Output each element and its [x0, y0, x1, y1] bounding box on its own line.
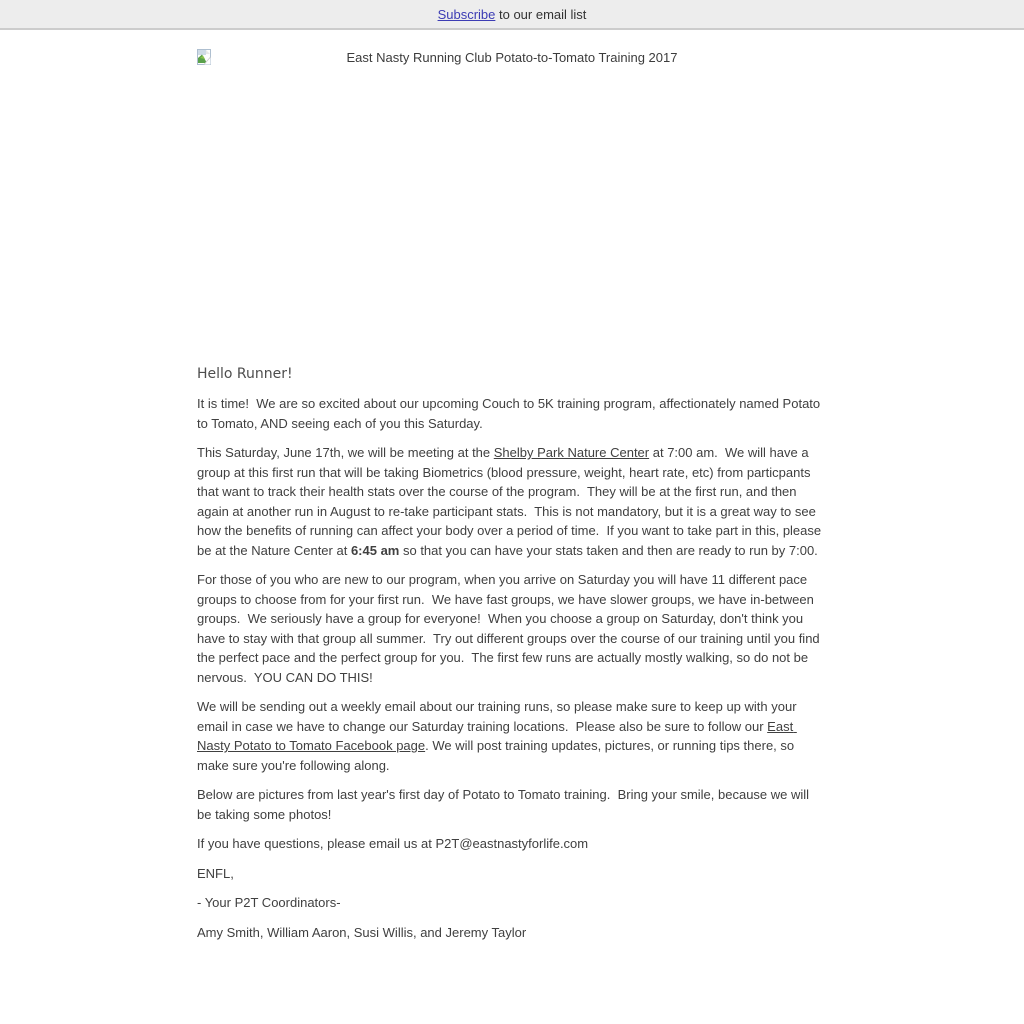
paragraph: Below are pictures from last year's first day of Potato to Tomato training. Bring your smile, because we will be taking some photos!	[197, 787, 813, 822]
subscribe-bar-suffix: to our email list	[495, 7, 587, 22]
paragraph: ENFL,	[197, 865, 234, 881]
paragraph: We will be sending out a weekly email about our training runs, so please make sure to keep up with your email in case we have to change our Saturday training locations. Please also be sure to follow our East Nasty Potato to Tomato Facebook page. We will post training updates, pictures, or running tips there, so make sure you're following along.	[197, 699, 801, 773]
email-body-column	[197, 48, 827, 942]
facebook-page-link[interactable]: East Nasty Potato to Tomato Facebook page	[197, 718, 797, 753]
bold-text: 6:45 am	[350, 542, 400, 558]
paragraph: This Saturday, June 17th, we will be meeting at the Shelby Park Nature Center at 7:00 am. We will have a group at this first run that will be taking Biometrics (blood pressure, weight, heart rate, etc) from particpants that want to track their health stats over the course of the program. They will be at the first run, and then again at another run in August to re-take participant stats. This is not mandatory, but it is a great way to see how the benefits of running can affect your body over a period of time. If you want to take part in this, please be at the Nature Center at 6:45 am so that you can have your stats taken and then are ready to run by 7:00.	[197, 445, 825, 558]
paragraph: - Your P2T Coordinators-	[197, 895, 341, 910]
subscribe-bar	[0, 0, 1024, 30]
greeting-heading: Hello Runner!	[197, 366, 293, 382]
hero-image-broken	[197, 48, 827, 348]
hero-image-alt-text: East Nasty Running Club Potato-to-Tomato Training 2017	[346, 50, 678, 65]
subscribe-bar-text	[438, 0, 587, 30]
paragraph: If you have questions, please email us at P2T@eastnastyforlife.com	[197, 836, 589, 851]
paragraph: Amy Smith, William Aaron, Susi Willis, and Jeremy Taylor	[197, 924, 527, 940]
shelby-park-nature-center-link[interactable]: Shelby Park Nature Center	[493, 445, 650, 460]
broken-image-icon	[197, 49, 211, 70]
email-paragraphs	[197, 394, 827, 942]
subscribe-link[interactable]: Subscribe	[437, 7, 496, 22]
paragraph: For those of you who are new to our program, when you arrive on Saturday you will have 11 different pace groups to choose from for your first run. We have fast groups, we have slower groups, we have in-between groups. We seriously have a group for everyone! When you choose a group on Saturday, don't think you have to stay with that group all summer. Try out different groups over the course of our training until you find the perfect pace and the perfect group for you. The first few runs are actually mostly walking, so do not be nervous. YOU CAN DO THIS!	[197, 572, 824, 685]
paragraph: It is time! We are so excited about our upcoming Couch to 5K training program, affectionately named Potato to Tomato, AND seeing each of you this Saturday.	[197, 396, 824, 431]
